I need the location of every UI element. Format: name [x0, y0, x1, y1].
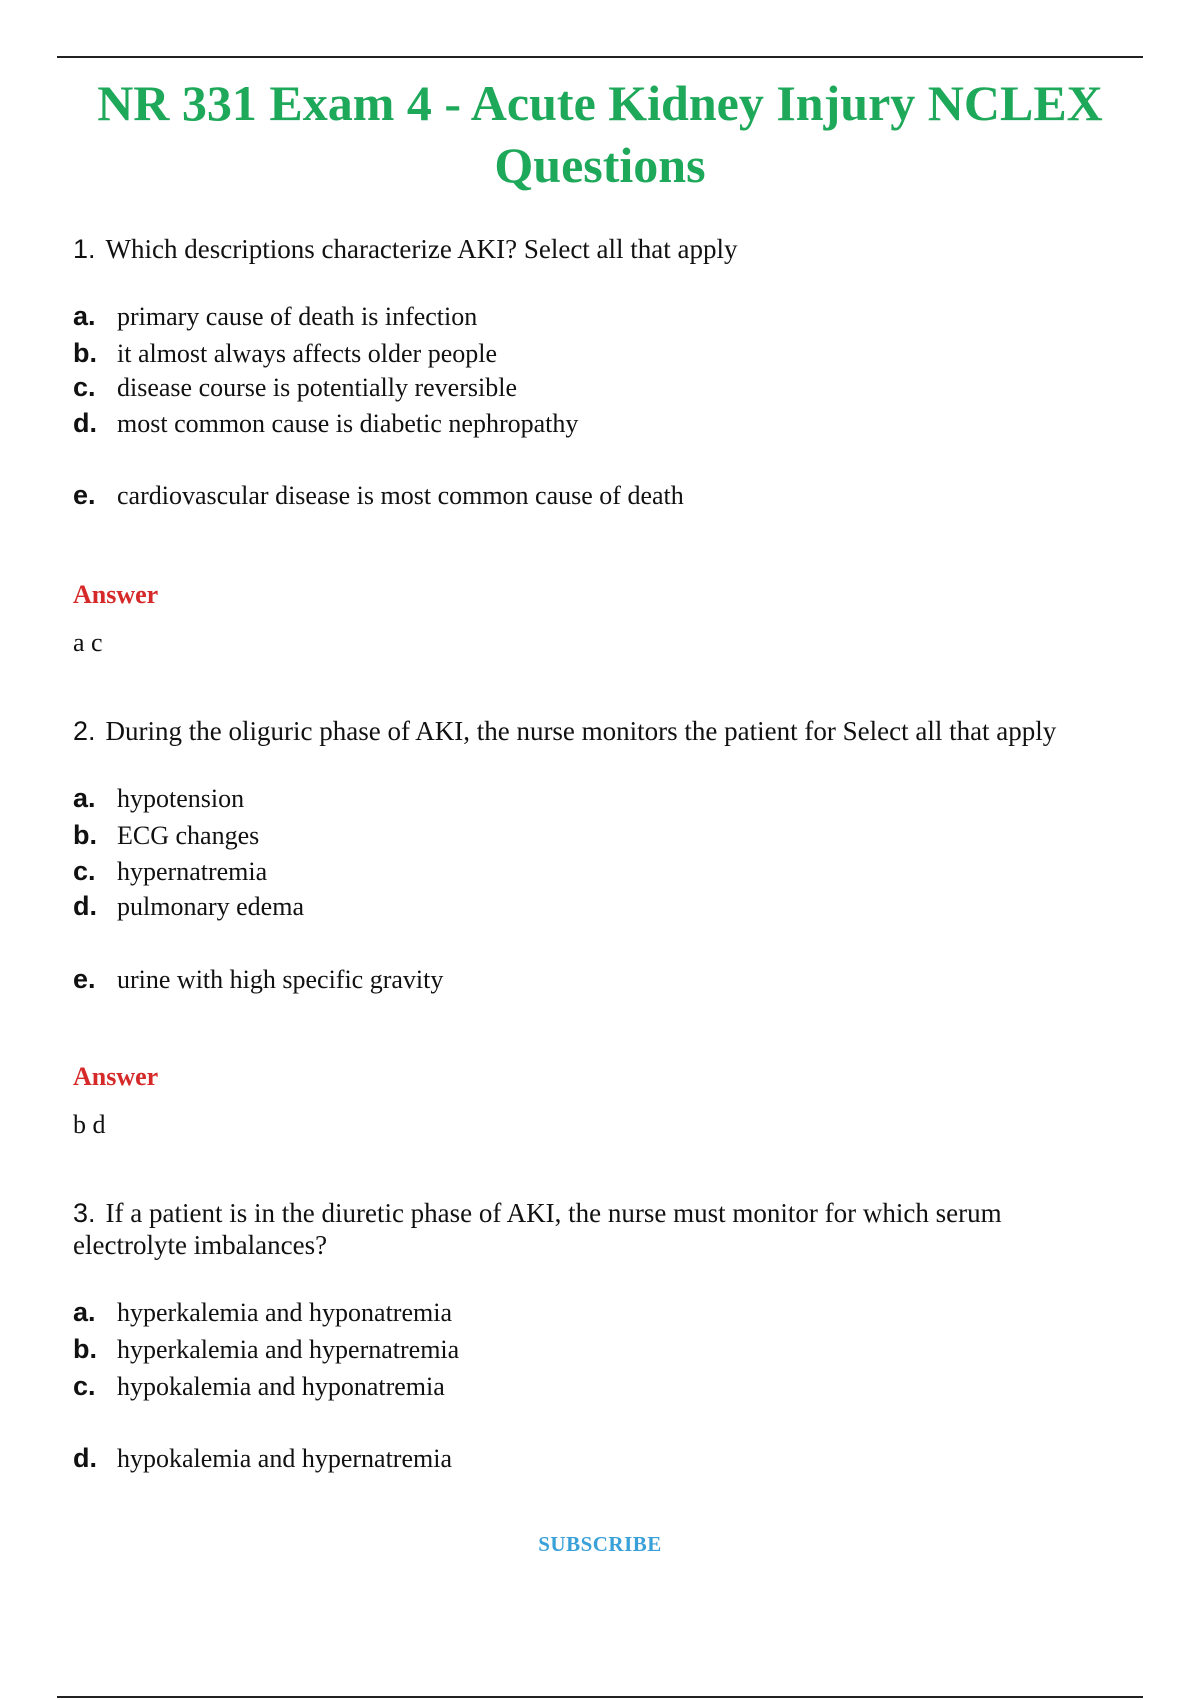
- option-text: hypokalemia and hyponatremia: [117, 1372, 445, 1401]
- question-text: During the oliguric phase of AKI, the nurse monitors the patient for Select all that apply: [105, 716, 1057, 746]
- option-letter: e.: [73, 964, 96, 994]
- bottom-divider: [57, 1696, 1143, 1698]
- page-title-line-2: Questions: [494, 137, 706, 193]
- q2-option-b: [73, 820, 259, 851]
- q1-option-a: [73, 301, 477, 332]
- option-text: it almost always affects older people: [117, 339, 498, 368]
- subscribe-link[interactable]: SUBSCRIBE: [538, 1532, 662, 1556]
- question-text: Which descriptions characterize AKI? Select all that apply: [105, 234, 738, 264]
- q2-answer-heading: Answer: [73, 1062, 159, 1091]
- question-2: [73, 716, 1056, 747]
- option-letter: b.: [73, 1334, 97, 1364]
- option-letter: d.: [73, 408, 97, 438]
- option-letter: d.: [73, 1443, 97, 1473]
- q2-option-c: [73, 856, 267, 887]
- question-text-line-2: electrolyte imbalances?: [73, 1230, 328, 1260]
- q3-option-c: [73, 1371, 445, 1402]
- option-text: hypotension: [117, 784, 245, 813]
- option-letter: a.: [73, 1297, 96, 1327]
- q2-option-e: [73, 964, 443, 995]
- question-number: 3.: [73, 1198, 96, 1228]
- question-3: [73, 1198, 1002, 1229]
- option-letter: d.: [73, 891, 97, 921]
- q3-option-d: [73, 1443, 452, 1474]
- option-text: urine with high specific gravity: [117, 965, 444, 994]
- option-text: hypokalemia and hypernatremia: [117, 1444, 452, 1473]
- option-letter: e.: [73, 480, 96, 510]
- q2-answer-value: b d: [73, 1110, 106, 1139]
- question-number: 1.: [73, 234, 96, 264]
- page-title-line-1: NR 331 Exam 4 - Acute Kidney Injury NCLEX: [97, 75, 1103, 131]
- page-title: [57, 72, 1143, 196]
- option-text: primary cause of death is infection: [117, 302, 478, 331]
- q3-option-a: [73, 1297, 452, 1328]
- question-number: 2.: [73, 716, 96, 746]
- question-text-line-1: If a patient is in the diuretic phase of AKI, the nurse must monitor for which serum: [105, 1198, 1002, 1228]
- q1-option-e: [73, 480, 684, 511]
- q1-answer-value: a c: [73, 628, 103, 657]
- option-letter: a.: [73, 783, 96, 813]
- option-letter: c.: [73, 856, 96, 886]
- q2-option-a: [73, 783, 244, 814]
- option-text: cardiovascular disease is most common cause of death: [117, 481, 684, 510]
- q2-option-d: [73, 891, 304, 922]
- option-letter: c.: [73, 1371, 96, 1401]
- option-letter: b.: [73, 338, 97, 368]
- option-letter: b.: [73, 820, 97, 850]
- option-text: ECG changes: [117, 821, 260, 850]
- option-letter: a.: [73, 301, 96, 331]
- q3-option-b: [73, 1334, 459, 1365]
- question-3-continued: [73, 1230, 327, 1261]
- option-text: hyperkalemia and hyponatremia: [117, 1298, 452, 1327]
- option-letter: c.: [73, 372, 96, 402]
- option-text: hypernatremia: [117, 857, 268, 886]
- option-text: most common cause is diabetic nephropathy: [117, 409, 579, 438]
- q1-option-d: [73, 408, 578, 439]
- option-text: disease course is potentially reversible: [117, 373, 517, 402]
- top-divider: [57, 56, 1143, 58]
- q1-answer-heading: Answer: [73, 580, 159, 609]
- q1-option-b: [73, 338, 497, 369]
- question-1: [73, 234, 738, 265]
- option-text: hyperkalemia and hypernatremia: [117, 1335, 460, 1364]
- q1-option-c: [73, 372, 517, 403]
- option-text: pulmonary edema: [117, 892, 304, 921]
